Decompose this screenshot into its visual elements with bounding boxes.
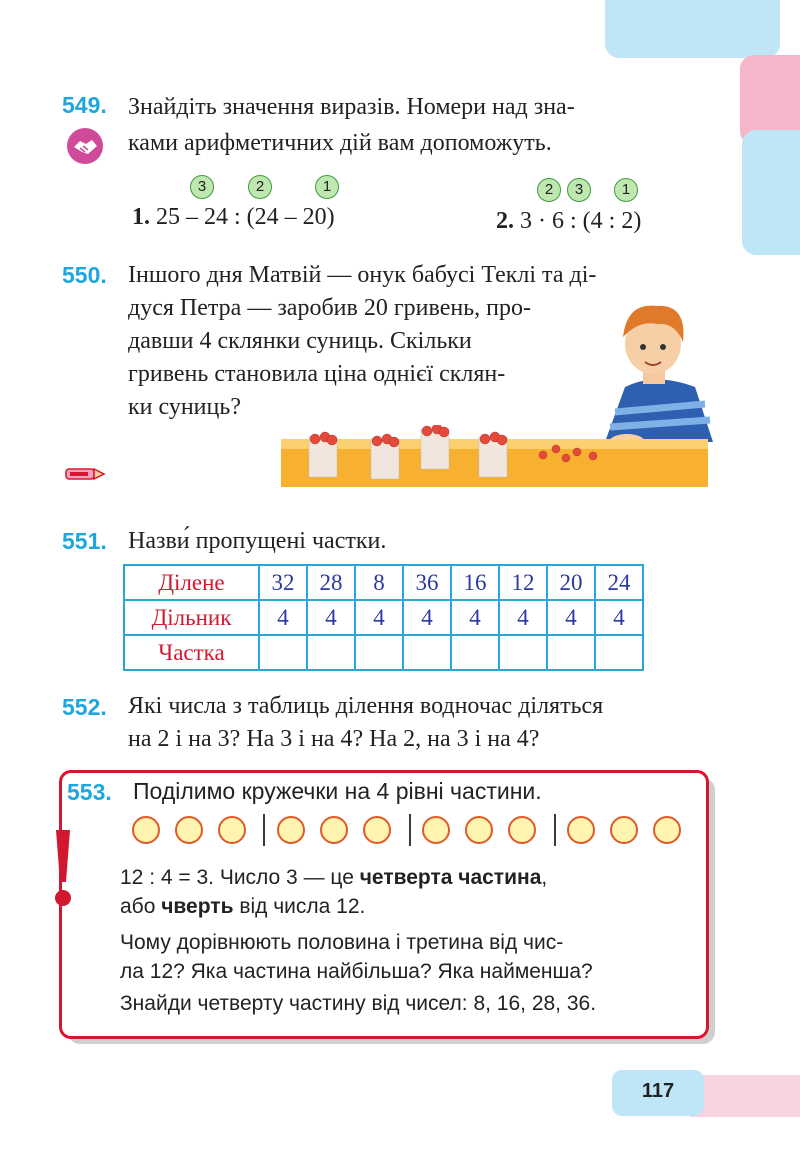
table-cell: 32 [259,565,307,600]
circle-counter [363,816,391,844]
group-divider [263,814,265,846]
operation-order-mark: 2 [537,178,561,202]
text-run: від числа 12. [233,895,366,918]
task-553-paragraph-3: Знайди четверту частину від чисел: 8, 16, 28, 36. [120,992,597,1015]
task-550-line: давши 4 склянки суниць. Скільки [128,328,472,354]
task-553-number: 553. [67,779,112,805]
table-cell: 12 [499,565,547,600]
task-551-number: 551. [62,528,107,554]
expression-2-text: 3 · 6 : (4 : 2) [520,208,642,234]
table-cell: 4 [355,600,403,635]
empty-answer-cell [451,635,499,670]
operation-order-mark: 2 [248,175,272,199]
row-label: Дільник [124,600,259,635]
task-550-line: Іншого дня Матвій — онук бабусі Теклі та ді- [128,262,597,288]
empty-answer-cell [403,635,451,670]
circle-counter [653,816,681,844]
empty-answer-cell [307,635,355,670]
operation-order-mark: 1 [614,178,638,202]
table-cell: 4 [403,600,451,635]
handshake-icon [66,127,104,165]
bold-term: четверта частина [359,866,542,889]
expression-2 [496,205,641,238]
task-550-line: дуся Петра — заробив 20 гривень, про- [128,295,531,321]
table-cell: 4 [451,600,499,635]
empty-answer-cell [499,635,547,670]
page-number-strip [690,1075,800,1117]
table-cell: 4 [547,600,595,635]
group-divider [409,814,411,846]
task-553-paragraph-1 [120,863,547,892]
task-550-number: 550. [62,262,107,288]
task-553-paragraph-1b [120,892,365,921]
table-row-quotient [124,635,643,670]
empty-answer-cell [595,635,643,670]
expression-1-label: 1. [132,204,150,230]
task-553-paragraph-2-line2: ла 12? Яка частина найбільша? Яка найменша? [120,960,593,983]
table-cell: 20 [547,565,595,600]
task-549-line2: ками арифметичних дій вам допоможуть. [128,130,552,156]
text-run: 12 : 4 = 3. Число 3 — це [120,866,360,889]
circle-counter [277,816,305,844]
circle-counter [610,816,638,844]
task-552-line2: на 2 і на 3? На 3 і на 4? На 2, на 3 і на 4? [128,726,540,752]
circle-counter [465,816,493,844]
table-cell: 16 [451,565,499,600]
empty-answer-cell [547,635,595,670]
circle-counter [175,816,203,844]
expression-1-text: 25 – 24 : (24 – 20) [156,204,335,230]
group-divider [554,814,556,846]
text-run: , [541,866,548,889]
row-label: Частка [124,635,259,670]
table-cell: 8 [355,565,403,600]
circle-counter [320,816,348,844]
task-552-line1: Які числа з таблиць ділення водночас діляться [128,693,604,719]
side-tab-blue [742,130,800,255]
text-run: або [120,895,162,918]
task-549-number: 549. [62,92,107,118]
table-cell: 4 [595,600,643,635]
table-cell: 4 [499,600,547,635]
operation-order-mark: 1 [315,175,339,199]
task-550-line: гривень становила ціна однієї склян- [128,361,506,387]
operation-order-mark: 3 [567,178,591,202]
exclamation-icon [50,828,76,910]
top-tab-decoration [605,0,780,58]
circle-counter [132,816,160,844]
pencil-icon [64,466,106,482]
empty-answer-cell [259,635,307,670]
table-cell: 24 [595,565,643,600]
table-cell: 36 [403,565,451,600]
table-cell: 28 [307,565,355,600]
table-cell: 4 [307,600,355,635]
empty-answer-cell [355,635,403,670]
bold-term: чверть [161,895,234,918]
table-row-dividend [124,565,643,600]
circle-counter [508,816,536,844]
table-row-divisor [124,600,643,635]
task-549-line1: Знайдіть значення виразів. Номери над зна- [128,94,575,120]
circle-counter [567,816,595,844]
operation-order-mark: 3 [190,175,214,199]
page-number: 117 [641,1080,675,1102]
task-552-number: 552. [62,694,107,720]
strawberry-cups-illustration [281,425,708,487]
task-553-title: Поділимо кружечки на 4 рівні частини. [133,778,542,804]
task-550-line: ки суниць? [128,394,241,420]
division-table [123,564,644,671]
row-label: Ділене [124,565,259,600]
task-551-text: Назви́ пропущені частки. [128,528,387,554]
task-553-paragraph-2-line1: Чому дорівнюють половина і третина від чис- [120,931,564,954]
expression-1 [132,201,335,234]
circle-counter [422,816,450,844]
table-cell: 4 [259,600,307,635]
expression-2-label: 2. [496,208,514,234]
circle-counter [218,816,246,844]
